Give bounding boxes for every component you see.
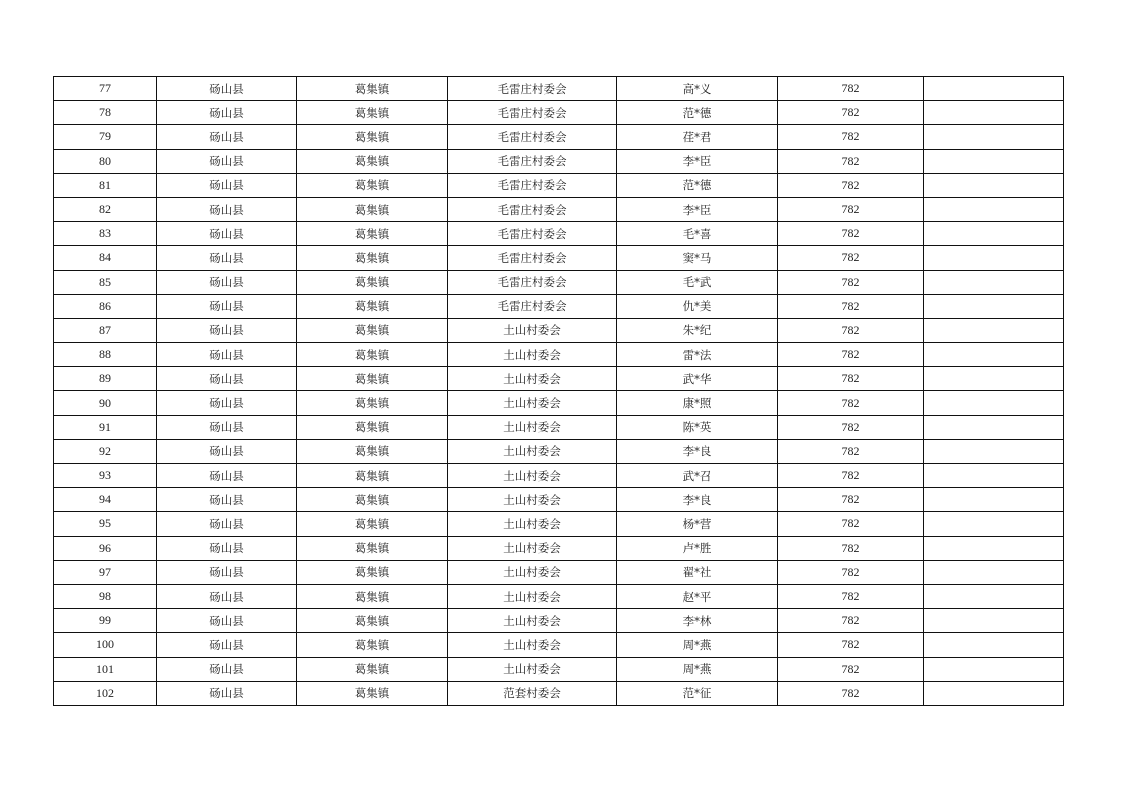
town-cell: 葛集镇 — [297, 391, 448, 415]
amount-cell: 782 — [778, 657, 924, 681]
town-cell: 葛集镇 — [297, 439, 448, 463]
village-cell: 范套村委会 — [448, 681, 617, 705]
row-number-cell: 90 — [54, 391, 157, 415]
table-row — [54, 125, 1064, 149]
person-name-cell: 周*燕 — [617, 633, 778, 657]
person-name-cell: 毛*喜 — [617, 222, 778, 246]
row-number-cell: 96 — [54, 536, 157, 560]
table-row — [54, 560, 1064, 584]
note-cell — [924, 584, 1064, 608]
note-cell — [924, 197, 1064, 221]
village-cell: 毛雷庄村委会 — [448, 77, 617, 101]
note-cell — [924, 633, 1064, 657]
person-name-cell: 荏*君 — [617, 125, 778, 149]
person-name-cell: 康*照 — [617, 391, 778, 415]
village-cell: 土山村委会 — [448, 318, 617, 342]
amount-cell: 782 — [778, 125, 924, 149]
county-cell: 砀山县 — [157, 343, 297, 367]
person-name-cell: 赵*平 — [617, 584, 778, 608]
amount-cell: 782 — [778, 633, 924, 657]
county-cell: 砀山县 — [157, 512, 297, 536]
row-number-cell: 87 — [54, 318, 157, 342]
person-name-cell: 李*臣 — [617, 197, 778, 221]
town-cell: 葛集镇 — [297, 270, 448, 294]
village-cell: 土山村委会 — [448, 343, 617, 367]
amount-cell: 782 — [778, 222, 924, 246]
town-cell: 葛集镇 — [297, 609, 448, 633]
amount-cell: 782 — [778, 294, 924, 318]
town-cell: 葛集镇 — [297, 222, 448, 246]
table-row — [54, 222, 1064, 246]
note-cell — [924, 560, 1064, 584]
table-row — [54, 197, 1064, 221]
village-cell: 土山村委会 — [448, 512, 617, 536]
county-cell: 砀山县 — [157, 681, 297, 705]
row-number-cell: 83 — [54, 222, 157, 246]
town-cell: 葛集镇 — [297, 367, 448, 391]
person-name-cell: 周*燕 — [617, 657, 778, 681]
person-name-cell: 李*良 — [617, 439, 778, 463]
village-cell: 土山村委会 — [448, 584, 617, 608]
amount-cell: 782 — [778, 536, 924, 560]
table-row — [54, 415, 1064, 439]
county-cell: 砀山县 — [157, 222, 297, 246]
note-cell — [924, 536, 1064, 560]
person-name-cell: 李*良 — [617, 488, 778, 512]
row-number-cell: 84 — [54, 246, 157, 270]
village-cell: 土山村委会 — [448, 488, 617, 512]
county-cell: 砀山县 — [157, 149, 297, 173]
amount-cell: 782 — [778, 415, 924, 439]
note-cell — [924, 512, 1064, 536]
town-cell: 葛集镇 — [297, 657, 448, 681]
note-cell — [924, 488, 1064, 512]
town-cell: 葛集镇 — [297, 560, 448, 584]
note-cell — [924, 222, 1064, 246]
town-cell: 葛集镇 — [297, 246, 448, 270]
village-cell: 毛雷庄村委会 — [448, 197, 617, 221]
table-row — [54, 488, 1064, 512]
amount-cell: 782 — [778, 560, 924, 584]
amount-cell: 782 — [778, 391, 924, 415]
amount-cell: 782 — [778, 584, 924, 608]
town-cell: 葛集镇 — [297, 149, 448, 173]
amount-cell: 782 — [778, 173, 924, 197]
note-cell — [924, 101, 1064, 125]
table-row — [54, 512, 1064, 536]
note-cell — [924, 294, 1064, 318]
person-name-cell: 武*华 — [617, 367, 778, 391]
row-number-cell: 78 — [54, 101, 157, 125]
village-cell: 毛雷庄村委会 — [448, 149, 617, 173]
row-number-cell: 93 — [54, 464, 157, 488]
county-cell: 砀山县 — [157, 77, 297, 101]
table-row — [54, 439, 1064, 463]
amount-cell: 782 — [778, 488, 924, 512]
person-name-cell: 朱*纪 — [617, 318, 778, 342]
amount-cell: 782 — [778, 367, 924, 391]
note-cell — [924, 343, 1064, 367]
town-cell: 葛集镇 — [297, 633, 448, 657]
person-name-cell: 仇*美 — [617, 294, 778, 318]
town-cell: 葛集镇 — [297, 681, 448, 705]
table-row — [54, 464, 1064, 488]
village-cell: 土山村委会 — [448, 657, 617, 681]
amount-cell: 782 — [778, 270, 924, 294]
village-cell: 毛雷庄村委会 — [448, 173, 617, 197]
person-name-cell: 卢*胜 — [617, 536, 778, 560]
row-number-cell: 86 — [54, 294, 157, 318]
person-name-cell: 陈*英 — [617, 415, 778, 439]
person-name-cell: 范*德 — [617, 173, 778, 197]
town-cell: 葛集镇 — [297, 197, 448, 221]
table-row — [54, 149, 1064, 173]
county-cell: 砀山县 — [157, 197, 297, 221]
table-row — [54, 294, 1064, 318]
table-row — [54, 633, 1064, 657]
town-cell: 葛集镇 — [297, 101, 448, 125]
row-number-cell: 97 — [54, 560, 157, 584]
amount-cell: 782 — [778, 439, 924, 463]
town-cell: 葛集镇 — [297, 488, 448, 512]
person-name-cell: 武*召 — [617, 464, 778, 488]
person-name-cell: 李*臣 — [617, 149, 778, 173]
town-cell: 葛集镇 — [297, 77, 448, 101]
amount-cell: 782 — [778, 609, 924, 633]
note-cell — [924, 173, 1064, 197]
village-cell: 土山村委会 — [448, 439, 617, 463]
village-cell: 毛雷庄村委会 — [448, 101, 617, 125]
county-cell: 砀山县 — [157, 101, 297, 125]
amount-cell: 782 — [778, 77, 924, 101]
note-cell — [924, 657, 1064, 681]
amount-cell: 782 — [778, 318, 924, 342]
village-cell: 毛雷庄村委会 — [448, 270, 617, 294]
village-cell: 土山村委会 — [448, 609, 617, 633]
person-name-cell: 毛*武 — [617, 270, 778, 294]
village-cell: 土山村委会 — [448, 415, 617, 439]
row-number-cell: 100 — [54, 633, 157, 657]
county-cell: 砀山县 — [157, 367, 297, 391]
row-number-cell: 99 — [54, 609, 157, 633]
row-number-cell: 94 — [54, 488, 157, 512]
county-cell: 砀山县 — [157, 560, 297, 584]
row-number-cell: 80 — [54, 149, 157, 173]
county-cell: 砀山县 — [157, 391, 297, 415]
note-cell — [924, 391, 1064, 415]
person-name-cell: 范*德 — [617, 101, 778, 125]
amount-cell: 782 — [778, 681, 924, 705]
roster-table — [53, 76, 1064, 706]
note-cell — [924, 415, 1064, 439]
county-cell: 砀山县 — [157, 609, 297, 633]
village-cell: 毛雷庄村委会 — [448, 246, 617, 270]
table-row — [54, 536, 1064, 560]
village-cell: 土山村委会 — [448, 367, 617, 391]
county-cell: 砀山县 — [157, 439, 297, 463]
note-cell — [924, 439, 1064, 463]
table-row — [54, 246, 1064, 270]
village-cell: 毛雷庄村委会 — [448, 125, 617, 149]
county-cell: 砀山县 — [157, 657, 297, 681]
village-cell: 毛雷庄村委会 — [448, 294, 617, 318]
row-number-cell: 79 — [54, 125, 157, 149]
amount-cell: 782 — [778, 512, 924, 536]
note-cell — [924, 318, 1064, 342]
amount-cell: 782 — [778, 101, 924, 125]
row-number-cell: 92 — [54, 439, 157, 463]
row-number-cell: 88 — [54, 343, 157, 367]
note-cell — [924, 125, 1064, 149]
row-number-cell: 91 — [54, 415, 157, 439]
person-name-cell: 杨*营 — [617, 512, 778, 536]
row-number-cell: 101 — [54, 657, 157, 681]
county-cell: 砀山县 — [157, 415, 297, 439]
table-row — [54, 367, 1064, 391]
county-cell: 砀山县 — [157, 318, 297, 342]
table-row — [54, 270, 1064, 294]
person-name-cell: 翟*社 — [617, 560, 778, 584]
county-cell: 砀山县 — [157, 294, 297, 318]
note-cell — [924, 149, 1064, 173]
town-cell: 葛集镇 — [297, 536, 448, 560]
table-row — [54, 318, 1064, 342]
village-cell: 土山村委会 — [448, 560, 617, 584]
county-cell: 砀山县 — [157, 173, 297, 197]
note-cell — [924, 609, 1064, 633]
row-number-cell: 98 — [54, 584, 157, 608]
table-body — [54, 77, 1064, 706]
note-cell — [924, 77, 1064, 101]
table-row — [54, 101, 1064, 125]
town-cell: 葛集镇 — [297, 294, 448, 318]
note-cell — [924, 681, 1064, 705]
person-name-cell: 高*义 — [617, 77, 778, 101]
county-cell: 砀山县 — [157, 536, 297, 560]
county-cell: 砀山县 — [157, 270, 297, 294]
row-number-cell: 82 — [54, 197, 157, 221]
note-cell — [924, 464, 1064, 488]
village-cell: 毛雷庄村委会 — [448, 222, 617, 246]
table-row — [54, 343, 1064, 367]
note-cell — [924, 246, 1064, 270]
town-cell: 葛集镇 — [297, 318, 448, 342]
town-cell: 葛集镇 — [297, 343, 448, 367]
town-cell: 葛集镇 — [297, 173, 448, 197]
table-row — [54, 584, 1064, 608]
table-row — [54, 391, 1064, 415]
person-name-cell: 窦*马 — [617, 246, 778, 270]
county-cell: 砀山县 — [157, 464, 297, 488]
village-cell: 土山村委会 — [448, 464, 617, 488]
person-name-cell: 雷*法 — [617, 343, 778, 367]
table-row — [54, 77, 1064, 101]
village-cell: 土山村委会 — [448, 391, 617, 415]
amount-cell: 782 — [778, 343, 924, 367]
town-cell: 葛集镇 — [297, 512, 448, 536]
town-cell: 葛集镇 — [297, 125, 448, 149]
row-number-cell: 102 — [54, 681, 157, 705]
note-cell — [924, 270, 1064, 294]
county-cell: 砀山县 — [157, 488, 297, 512]
town-cell: 葛集镇 — [297, 415, 448, 439]
amount-cell: 782 — [778, 149, 924, 173]
row-number-cell: 85 — [54, 270, 157, 294]
amount-cell: 782 — [778, 197, 924, 221]
row-number-cell: 95 — [54, 512, 157, 536]
note-cell — [924, 367, 1064, 391]
town-cell: 葛集镇 — [297, 584, 448, 608]
row-number-cell: 89 — [54, 367, 157, 391]
county-cell: 砀山县 — [157, 246, 297, 270]
person-name-cell: 范*征 — [617, 681, 778, 705]
county-cell: 砀山县 — [157, 633, 297, 657]
table-row — [54, 657, 1064, 681]
row-number-cell: 77 — [54, 77, 157, 101]
person-name-cell: 李*林 — [617, 609, 778, 633]
amount-cell: 782 — [778, 464, 924, 488]
village-cell: 土山村委会 — [448, 536, 617, 560]
county-cell: 砀山县 — [157, 584, 297, 608]
table-row — [54, 173, 1064, 197]
town-cell: 葛集镇 — [297, 464, 448, 488]
amount-cell: 782 — [778, 246, 924, 270]
table-row — [54, 609, 1064, 633]
village-cell: 土山村委会 — [448, 633, 617, 657]
row-number-cell: 81 — [54, 173, 157, 197]
table-row — [54, 681, 1064, 705]
county-cell: 砀山县 — [157, 125, 297, 149]
